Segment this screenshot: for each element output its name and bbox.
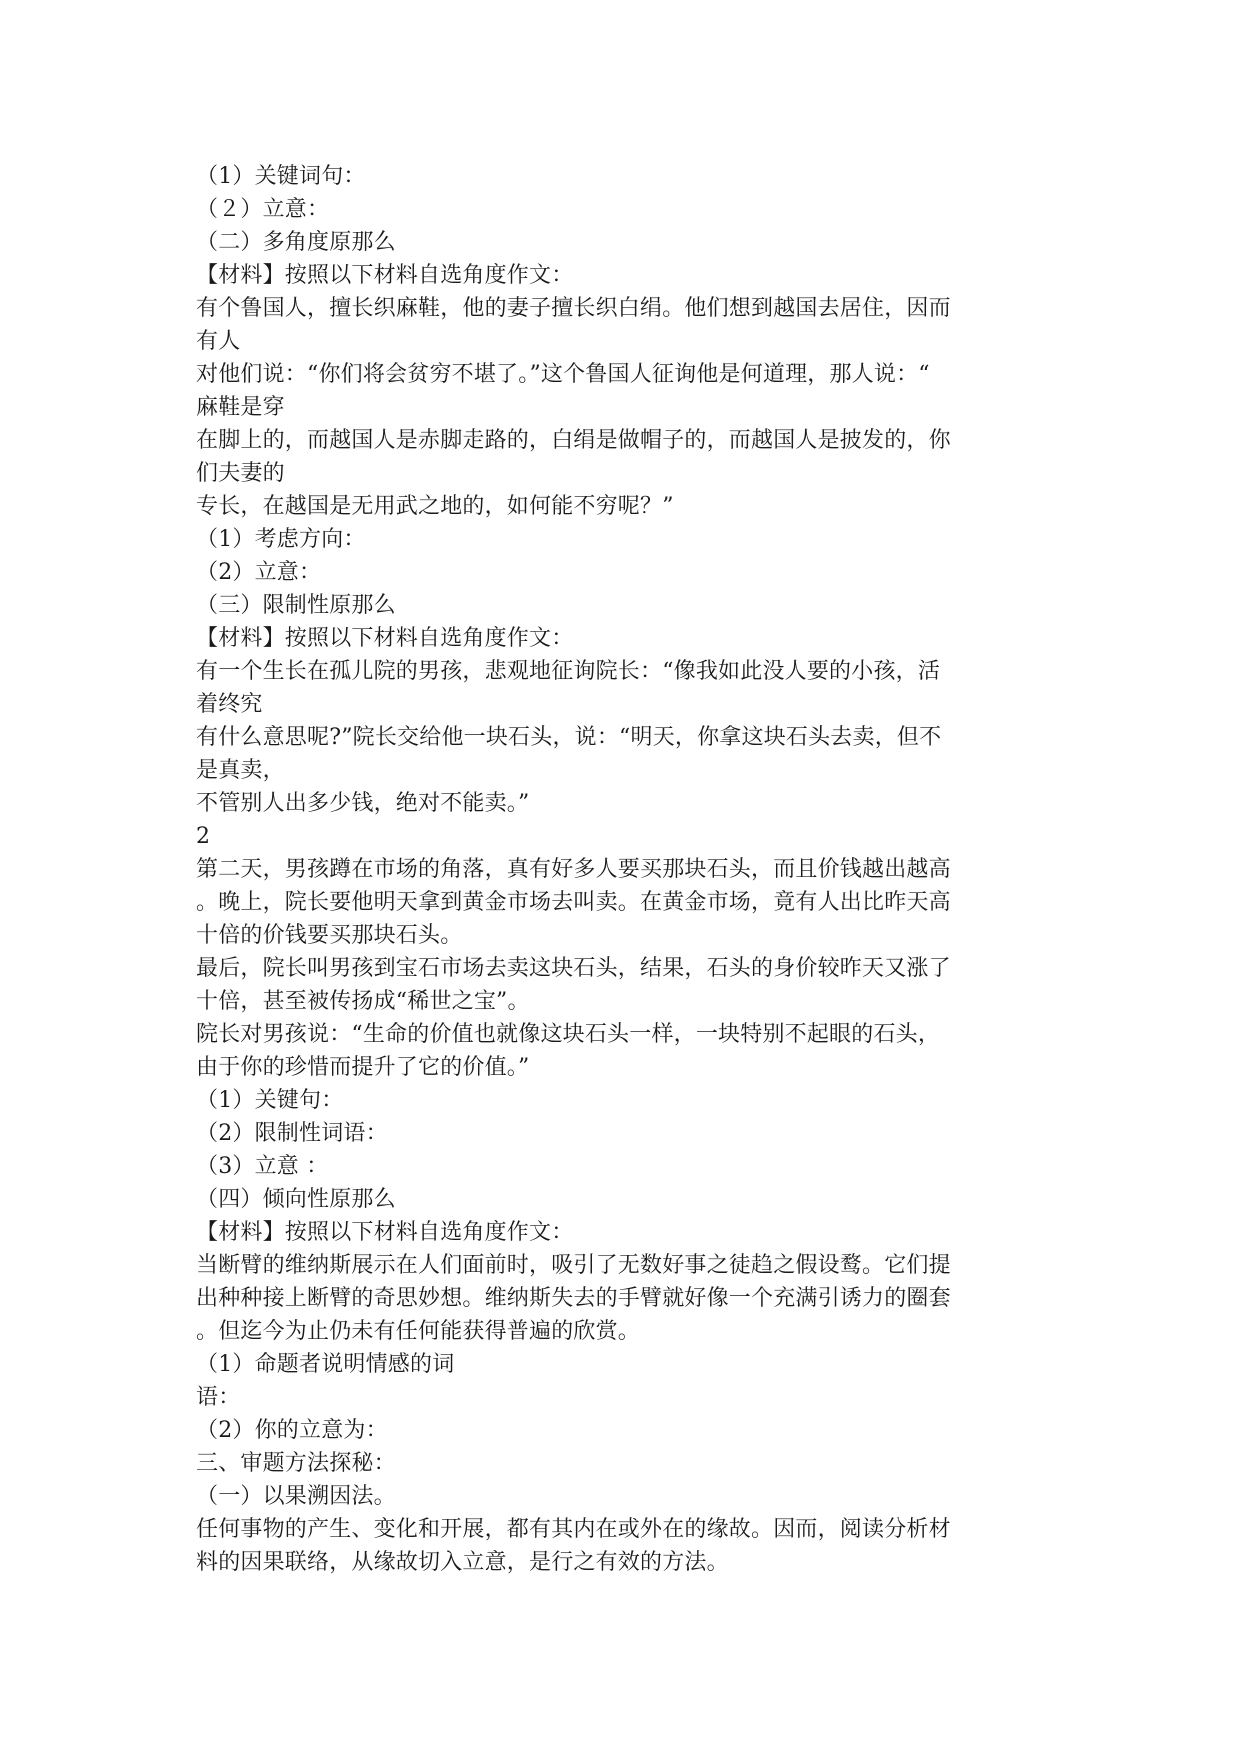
text-line: 十倍，甚至被传扬成“稀世之宝”。 (196, 989, 530, 1014)
text-line: 第二天，男孩蹲在市场的角落，真有好多人要买那块石头，而且价钱越出越高 (196, 857, 951, 882)
text-line: 【材料】按照以下材料自选角度作文： (196, 1220, 574, 1245)
text-line: （1）考虑方向： (196, 527, 366, 552)
text-line: 不管别人出多少钱，绝对不能卖。” (196, 791, 530, 816)
text-line: 【材料】按照以下材料自选角度作文： (196, 263, 574, 288)
text-line: （三）限制性原那么 (196, 593, 396, 618)
text-line: （3）立意 ： (196, 1154, 329, 1179)
text-line: 2 (196, 824, 211, 849)
text-line: （2）限制性词语： (196, 1121, 388, 1146)
document-body (196, 160, 1056, 1579)
text-line: 任何事物的产生、变化和开展，都有其内在或外在的缘故。因而，阅读分析材 (196, 1517, 951, 1542)
text-line: 专长，在越国是无用武之地的，如何能不穷呢？” (196, 494, 674, 519)
text-line: （1）关键句： (196, 1088, 344, 1113)
text-line: （2）立意： (196, 560, 322, 585)
text-line: 着终究 (196, 692, 263, 717)
text-line: 有一个生长在孤儿院的男孩，悲观地征询院长：“像我如此没人要的小孩，活 (196, 659, 941, 684)
text-line: （四）倾向性原那么 (196, 1187, 396, 1212)
text-line: （1）命题者说明情感的词 (196, 1352, 455, 1377)
text-line: 院长对男孩说：“生命的价值也就像这块石头一样，一块特别不起眼的石头， (196, 1022, 941, 1047)
text-line: （1）关键词句： (196, 164, 366, 189)
text-line: （２）立意： (196, 197, 330, 222)
text-line: 料的因果联络，从缘故切入立意，是行之有效的方法。 (196, 1550, 729, 1575)
text-line: （二）多角度原那么 (196, 230, 396, 255)
text-line: 有个鲁国人，擅长织麻鞋，他的妻子擅长织白绢。他们想到越国去居住，因而 (196, 296, 951, 321)
text-line: 最后，院长叫男孩到宝石市场去卖这块石头，结果，石头的身价较昨天又涨了 (196, 956, 951, 981)
text-line: 出种种接上断臂的奇思妙想。维纳斯失去的手臂就好像一个充满引诱力的圈套 (196, 1286, 951, 1311)
text-line: 当断臂的维纳斯展示在人们面前时，吸引了无数好事之徒趋之假设鹜。它们提 (196, 1253, 951, 1278)
text-line: 。但迄今为止仍未有任何能获得普遍的欣赏。 (196, 1319, 641, 1344)
text-line: 有什么意思呢?”院长交给他一块石头，说：“明天，你拿这块石头去卖，但不 (196, 725, 942, 750)
text-line: 语： (196, 1385, 241, 1410)
text-line: 【材料】按照以下材料自选角度作文： (196, 626, 574, 651)
text-line: 十倍的价钱要买那块石头。 (196, 923, 463, 948)
text-line: 麻鞋是穿 (196, 395, 285, 420)
text-line: 有人 (196, 329, 241, 354)
text-line: 。晚上，院长要他明天拿到黄金市场去叫卖。在黄金市场，竟有人出比昨天高 (196, 890, 951, 915)
text-line: 三、审题方法探秘： (196, 1451, 396, 1476)
text-line: 是真卖， (196, 758, 285, 783)
text-line: 们夫妻的 (196, 461, 285, 486)
text-line: 对他们说：“你们将会贫穷不堪了。”这个鲁国人征询他是何道理，那人说：“ (196, 362, 930, 387)
text-line: （2）你的立意为： (196, 1418, 388, 1443)
text-line: （一）以果溯因法。 (196, 1484, 396, 1509)
text-line: 由于你的珍惜而提升了它的价值。” (196, 1055, 530, 1080)
text-line: 在脚上的，而越国人是赤脚走路的，白绢是做帽子的，而越国人是披发的，你 (196, 428, 951, 453)
